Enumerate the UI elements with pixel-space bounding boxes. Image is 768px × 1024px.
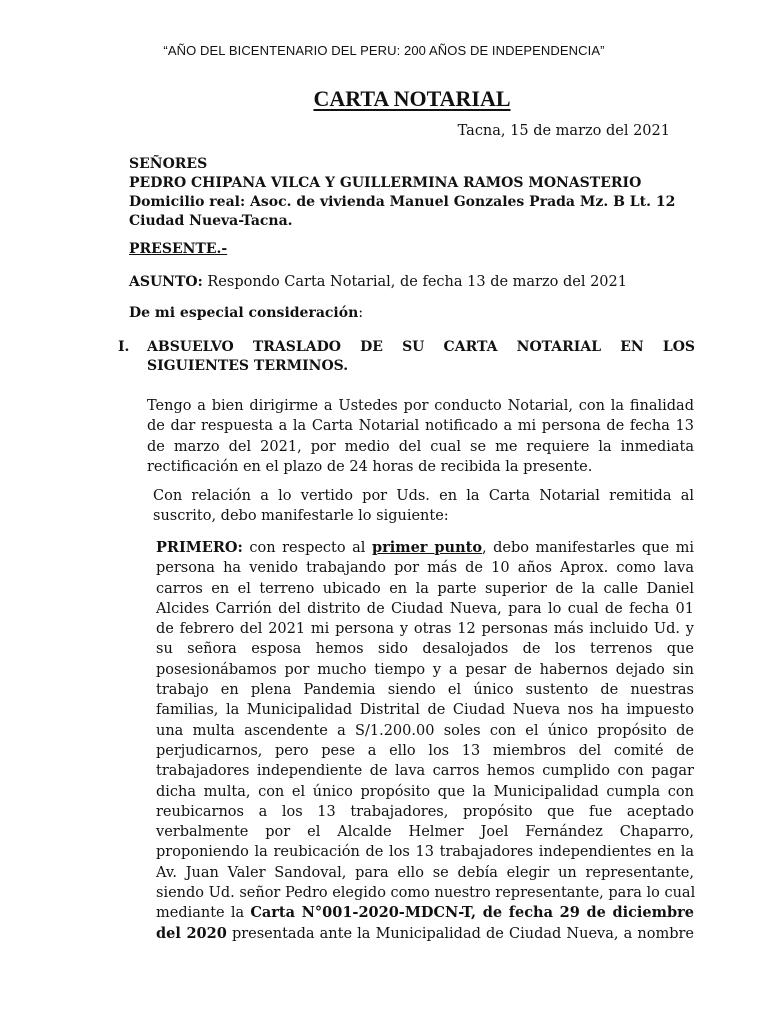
reference-carta: Carta N°001-2020-MDCN-T, de fecha 29 de diciembre	[250, 904, 694, 922]
lead-rest: , debo manifestarles que mi	[482, 540, 694, 556]
paragraph-line: Av. Juan Valer Sandoval, para ello se debía elegir un representante,	[156, 864, 694, 881]
paragraph-line: trabajo en plena Pandemia siendo el único sustento de nuestras	[156, 682, 694, 699]
asunto-text: Respondo Carta Notarial, de fecha 13 de marzo del 2021	[202, 274, 627, 290]
paragraph-primero	[156, 538, 694, 944]
primero-label: PRIMERO:	[156, 539, 243, 556]
addressee-names: PEDRO CHIPANA VILCA Y GUILLERMINA RAMOS MONASTERIO	[129, 175, 642, 191]
paragraph-line: su señora esposa hemos sido desalojados de los terrenos que	[156, 641, 694, 658]
paragraph-intro	[147, 396, 694, 477]
paragraph-reference-line	[156, 903, 694, 923]
paragraph-line: una multa ascendente a S/1.200.00 soles con el único propósito de	[156, 722, 694, 739]
addressee-salutation: SEÑORES	[129, 156, 208, 172]
paragraph-lead-line	[156, 538, 694, 558]
paragraph-line: Tengo a bien dirigirme a Ustedes por conducto Notarial, con la finalidad	[147, 398, 694, 414]
section-heading-line1: ABSUELVO TRASLADO DE SU CARTA NOTARIAL EN LOS	[147, 339, 695, 355]
paragraph-line: suscrito, debo manifestarle lo siguiente:	[153, 508, 449, 525]
paragraph-line: posesionábamos por mucho tiempo y a pesar de habernos dejado sin	[156, 661, 694, 678]
addressee-block	[129, 155, 699, 231]
paragraph-line: siendo Ud. señor Pedro elegido como nuestro representante, para lo cual	[156, 885, 696, 902]
paragraph-line: dicha multa, con el único propósito que la Municipalidad cumpla con	[156, 783, 694, 800]
paragraph-line: perjudicarnos, pero pese a ello los 13 miembros del comité de	[156, 742, 694, 759]
presente-label: PRESENTE.-	[129, 241, 228, 257]
lead-mid: con respecto al	[242, 540, 372, 556]
consideracion-suffix: :	[358, 305, 364, 321]
paragraph-line: Alcides Carrión del distrito de Ciudad Nueva, para lo cual de fecha 01	[156, 600, 694, 617]
addressee-address: Domicilio real: Asoc. de vivienda Manuel Gonzales Prada Mz. B Lt. 12	[129, 194, 676, 210]
paragraph-line: reubicarnos a los 13 trabajadores, propósito que fue aceptado	[156, 803, 694, 820]
section-number: I.	[118, 339, 130, 355]
primer-punto-emphasis: primer punto	[371, 539, 482, 556]
date-line: Tacna, 15 de marzo del 2021	[457, 123, 670, 139]
reference-pre: mediante la	[156, 905, 251, 922]
consideracion-line	[129, 305, 363, 321]
asunto-label: ASUNTO:	[129, 274, 203, 290]
paragraph-line: trabajadores independiente de lava carros hemos cumplido con pagar	[156, 763, 694, 780]
paragraph-relation	[153, 486, 694, 527]
paragraph-line: rectificación en el plazo de 24 horas de recibida la presente.	[147, 458, 593, 475]
paragraph-line: de dar respuesta a la Carta Notarial notificado a mi persona de fecha 13	[147, 418, 694, 435]
reference-post: presentada ante la Municipalidad de Ciudad Nueva, a nombre	[226, 925, 695, 942]
reference-carta-year: del 2020	[156, 924, 227, 942]
section-heading-line2: SIGUIENTES TERMINOS.	[147, 358, 349, 374]
paragraph-line: de febrero del 2021 mi persona y otras 12 personas más incluido Ud. y	[156, 621, 694, 638]
paragraph-line: proponiendo la reubicación de los 13 trabajadores independientes en la	[156, 844, 694, 861]
header-motto: “AÑO DEL BICENTENARIO DEL PERU: 200 AÑOS DE INDEPENDENCIA”	[163, 43, 605, 58]
paragraph-line: verbalmente por el Alcalde Helmer Joel Fernández Chaparro,	[156, 824, 694, 841]
paragraph-line: Con relación a lo vertido por Uds. en la Carta Notarial remitida al	[153, 488, 694, 504]
asunto-line	[129, 274, 627, 290]
paragraph-line: de marzo del 2021, por medio del cual se me requiere la inmediata	[147, 438, 694, 455]
section-heading-1	[118, 338, 695, 376]
addressee-city: Ciudad Nueva-Tacna.	[129, 213, 293, 229]
consideracion-label: De mi especial consideración	[129, 305, 359, 321]
document-title: CARTA NOTARIAL	[313, 86, 511, 111]
paragraph-line: carros en el terreno ubicado en la parte superior de la calle Daniel	[156, 580, 694, 597]
paragraph-line: familias, la Municipalidad Distrital de Ciudad Nueva nos ha impuesto	[156, 702, 694, 719]
paragraph-reference-line-2	[156, 924, 694, 944]
paragraph-line: persona ha venido trabajando por más de 10 años Aprox. como lava	[156, 560, 694, 577]
